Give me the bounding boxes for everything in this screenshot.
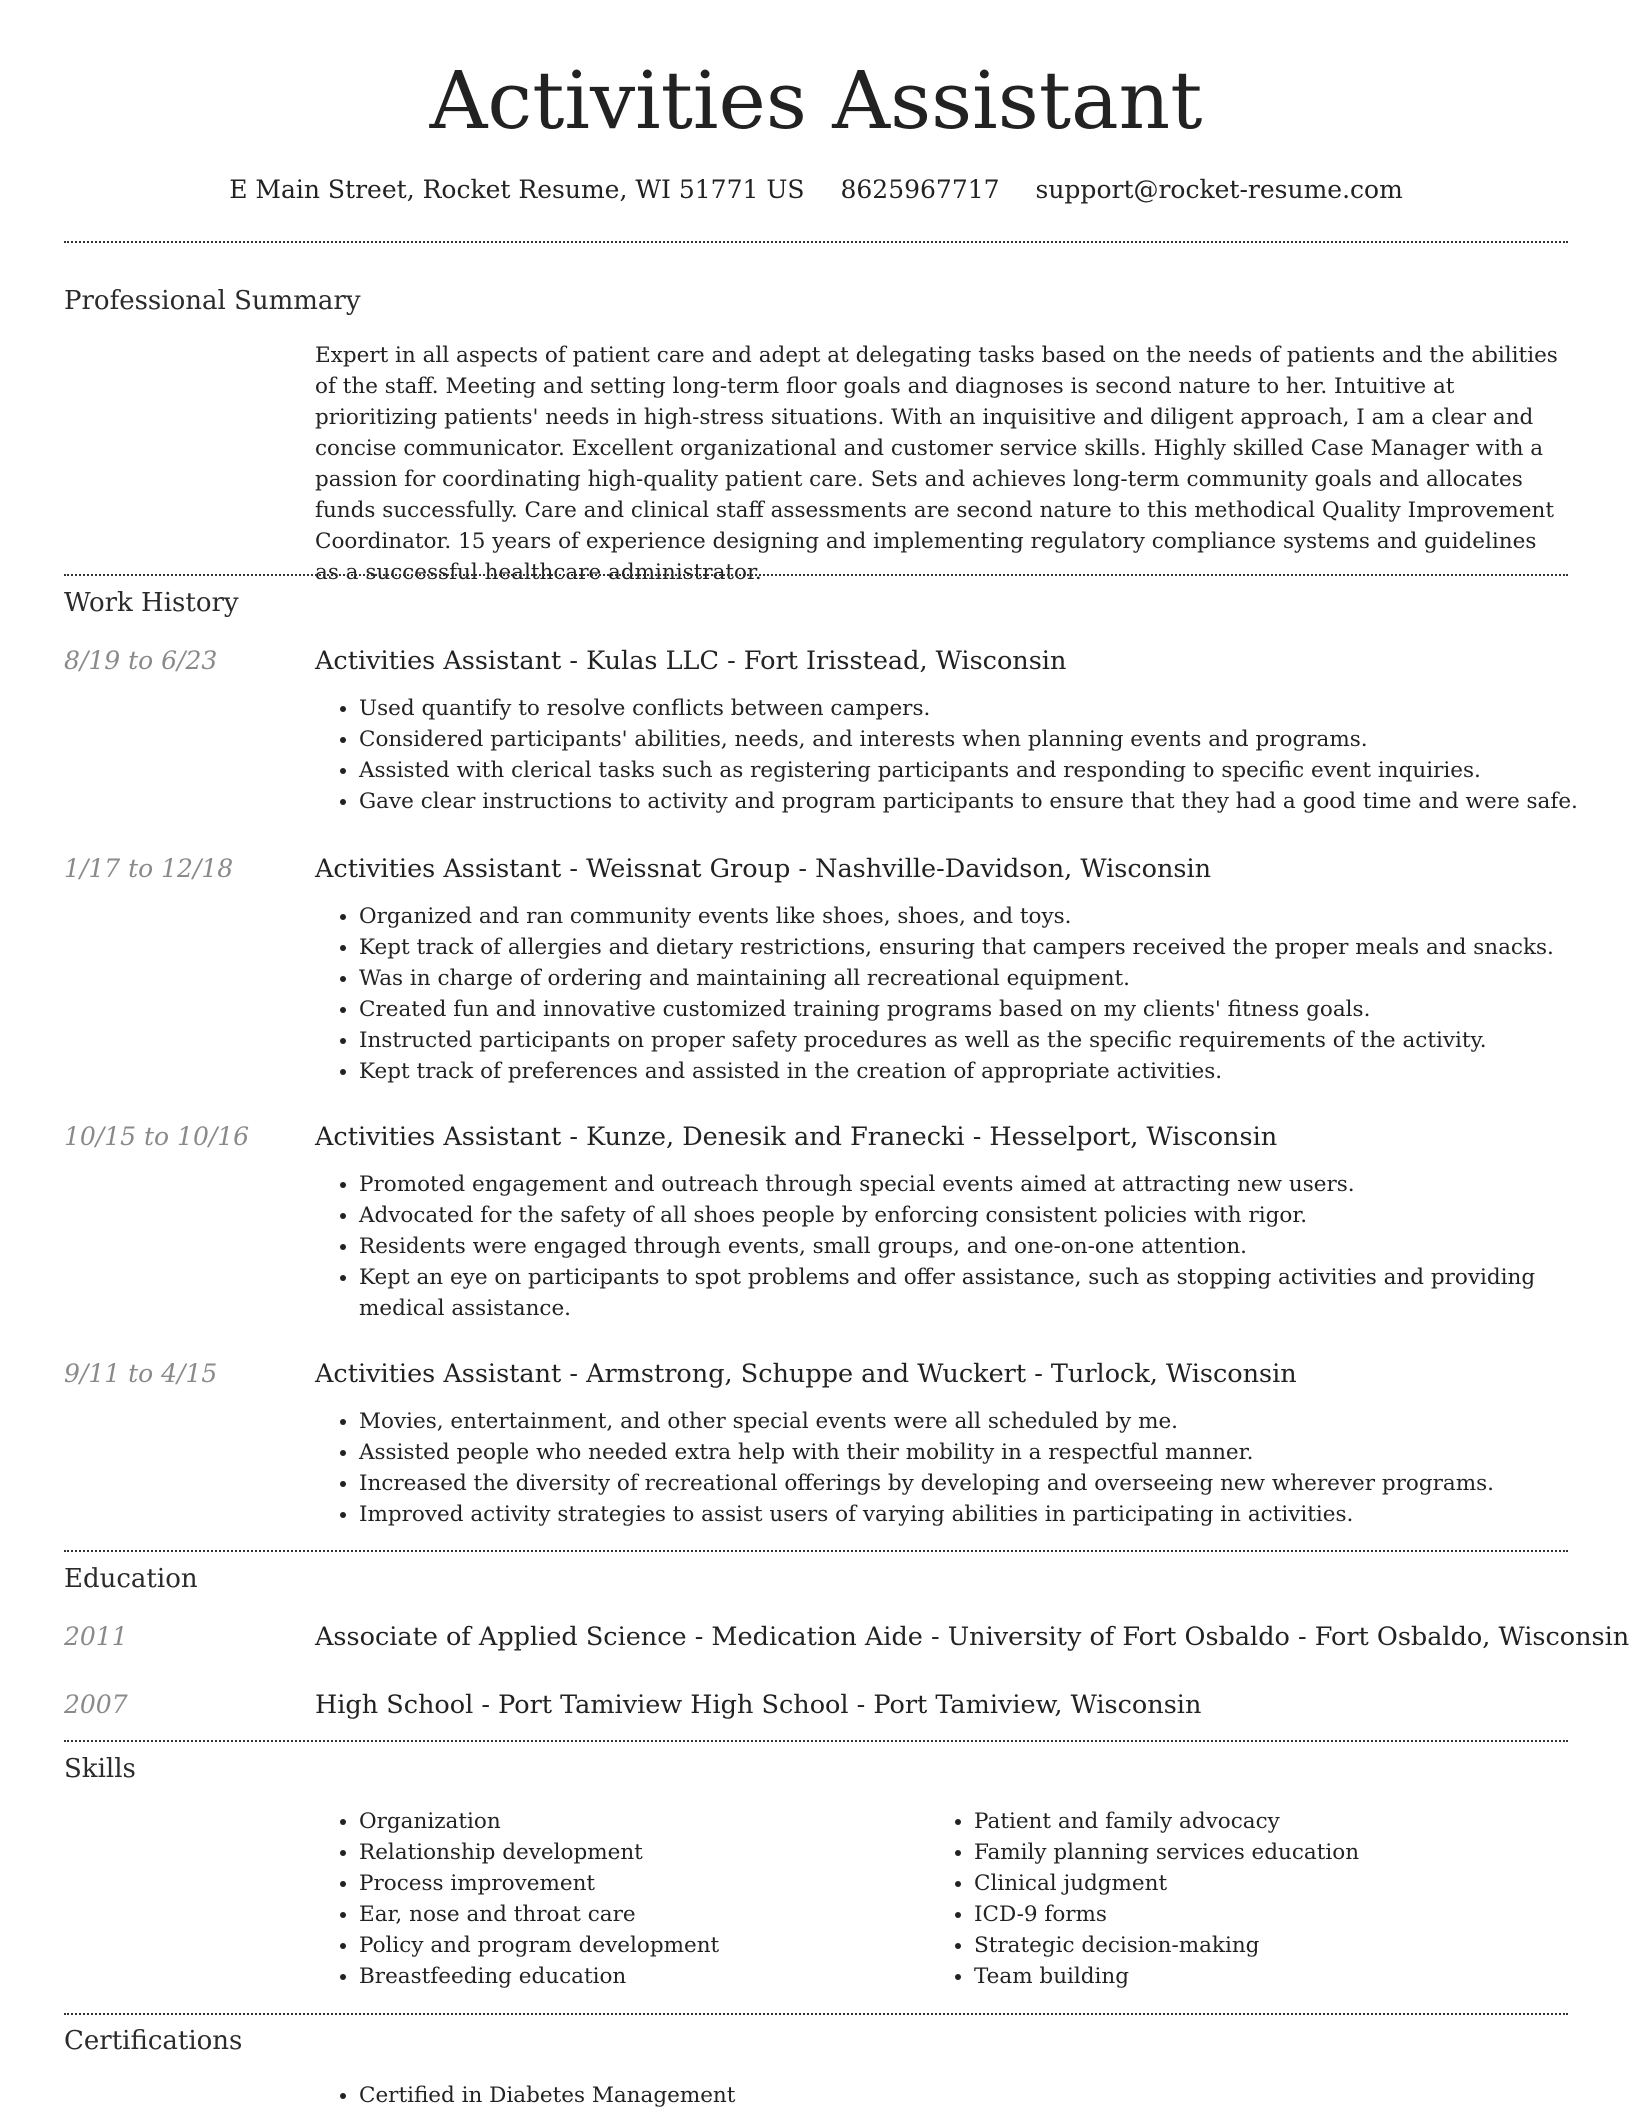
- list-item: • Process improvement: [359, 1868, 959, 1899]
- list-item: • Strategic decision-making: [974, 1930, 1604, 1961]
- education-degree: Associate of Applied Science - Medication Aide - University of Fort Osbaldo - Fort Osbaldo, Wisconsin: [315, 1622, 1630, 1652]
- list-item: • Ear, nose and throat care: [359, 1899, 959, 1930]
- education-year: 2007: [64, 1690, 128, 1719]
- list-item: • Used quantify to resolve conflicts between campers.: [359, 693, 1609, 724]
- education-year: 2011: [64, 1622, 128, 1651]
- list-item: • Advocated for the safety of all shoes people by enforcing consistent policies with rigor.: [359, 1200, 1609, 1231]
- contact-phone: 8625967717: [840, 175, 1000, 204]
- job-title: Activities Assistant - Armstrong, Schuppe and Wuckert - Turlock, Wisconsin: [315, 1359, 1297, 1389]
- certifications-list: [315, 2080, 1609, 2111]
- contact-address: E Main Street, Rocket Resume, WI 51771 US: [229, 175, 805, 204]
- job-title: Activities Assistant - Kunze, Denesik and Franecki - Hesselport, Wisconsin: [315, 1122, 1278, 1152]
- contact-email: support@rocket-resume.com: [1035, 175, 1403, 204]
- list-item: • Gave clear instructions to activity and program participants to ensure that they had a good time and were safe.: [359, 786, 1609, 817]
- summary-text: Expert in all aspects of patient care and adept at delegating tasks based on the needs of patients and the abilities of the staff. Meeting and setting long-term floor goals and diagnoses is second nature to her. Intuitive at prioritizing patients' needs in high-stress situations. With an inquisitive and diligent approach, I am a clear and concise communicator. Excellent organizational and customer service skills. Highly skilled Case Manager with a passion for coordinating high-quality patient care. Sets and achieves long-term community goals and allocates funds successfully. Care and clinical staff assessments are second nature to this methodical Quality Improvement Coordinator. 15 years of experience designing and implementing regulatory compliance systems and guidelines as a successful healthcare administrator.: [315, 343, 1558, 585]
- list-item: • Organization: [359, 1806, 959, 1837]
- job-bullets: [315, 901, 1609, 1087]
- section-divider: [64, 1550, 1568, 1552]
- list-item: • Family planning services education: [974, 1837, 1604, 1868]
- list-item: • Considered participants' abilities, needs, and interests when planning events and programs.: [359, 724, 1609, 755]
- job-bullets: [315, 1169, 1609, 1324]
- list-item: • Kept track of allergies and dietary restrictions, ensuring that campers received the proper meals and snacks.: [359, 932, 1609, 963]
- skills-list-right: [930, 1806, 1604, 1992]
- section-heading-work: Work History: [64, 588, 239, 618]
- list-item: • Organized and ran community events like shoes, shoes, and toys.: [359, 901, 1609, 932]
- list-item: • Was in charge of ordering and maintaining all recreational equipment.: [359, 963, 1609, 994]
- section-heading-education: Education: [64, 1564, 198, 1594]
- list-item: • Residents were engaged through events, small groups, and one-on-one attention.: [359, 1231, 1609, 1262]
- section-heading-certifications: Certifications: [64, 2026, 243, 2056]
- list-item: • ICD-9 forms: [974, 1899, 1604, 1930]
- list-item: • Certified in Diabetes Management: [359, 2080, 1609, 2111]
- education-degree: High School - Port Tamiview High School - Port Tamiview, Wisconsin: [315, 1690, 1202, 1720]
- resume-name: Activities Assistant: [429, 54, 1203, 147]
- list-item: • Promoted engagement and outreach through special events aimed at attracting new users.: [359, 1169, 1609, 1200]
- job-title: Activities Assistant - Kulas LLC - Fort Irisstead, Wisconsin: [315, 646, 1067, 676]
- section-divider: [64, 2013, 1568, 2015]
- list-item: • Assisted with clerical tasks such as registering participants and responding to specific event inquiries.: [359, 755, 1609, 786]
- section-heading-skills: Skills: [64, 1754, 136, 1784]
- job-dates: 9/11 to 4/15: [64, 1359, 218, 1388]
- job-dates: 10/15 to 10/16: [64, 1122, 250, 1151]
- list-item: • Created fun and innovative customized training programs based on my clients' fitness goals.: [359, 994, 1609, 1025]
- section-divider: [64, 1740, 1568, 1742]
- section-heading-summary: Professional Summary: [64, 286, 361, 316]
- job-bullets: [315, 693, 1609, 817]
- job-title: Activities Assistant - Weissnat Group - Nashville-Davidson, Wisconsin: [315, 854, 1212, 884]
- list-item: • Patient and family advocacy: [974, 1806, 1604, 1837]
- job-bullets: [315, 1406, 1609, 1530]
- job-dates: 8/19 to 6/23: [64, 646, 218, 675]
- job-dates: 1/17 to 12/18: [64, 854, 234, 883]
- list-item: • Movies, entertainment, and other special events were all scheduled by me.: [359, 1406, 1609, 1437]
- list-item: • Instructed participants on proper safety procedures as well as the specific requirements of the activity.: [359, 1025, 1609, 1056]
- skills-list-left: [315, 1806, 959, 1992]
- list-item: • Kept an eye on participants to spot problems and offer assistance, such as stopping activities and providing medical assistance.: [359, 1262, 1609, 1324]
- list-item: • Team building: [974, 1961, 1604, 1992]
- contact-line: [0, 170, 1632, 210]
- list-item: • Policy and program development: [359, 1930, 959, 1961]
- list-item: • Clinical judgment: [974, 1868, 1604, 1899]
- list-item: • Assisted people who needed extra help with their mobility in a respectful manner.: [359, 1437, 1609, 1468]
- list-item: • Kept track of preferences and assisted in the creation of appropriate activities.: [359, 1056, 1609, 1087]
- list-item: • Improved activity strategies to assist users of varying abilities in participating in activities.: [359, 1499, 1609, 1530]
- list-item: • Increased the diversity of recreational offerings by developing and overseeing new wherever programs.: [359, 1468, 1609, 1499]
- section-divider: [64, 241, 1568, 243]
- section-divider: [64, 574, 1568, 576]
- list-item: • Relationship development: [359, 1837, 959, 1868]
- list-item: • Breastfeeding education: [359, 1961, 959, 1992]
